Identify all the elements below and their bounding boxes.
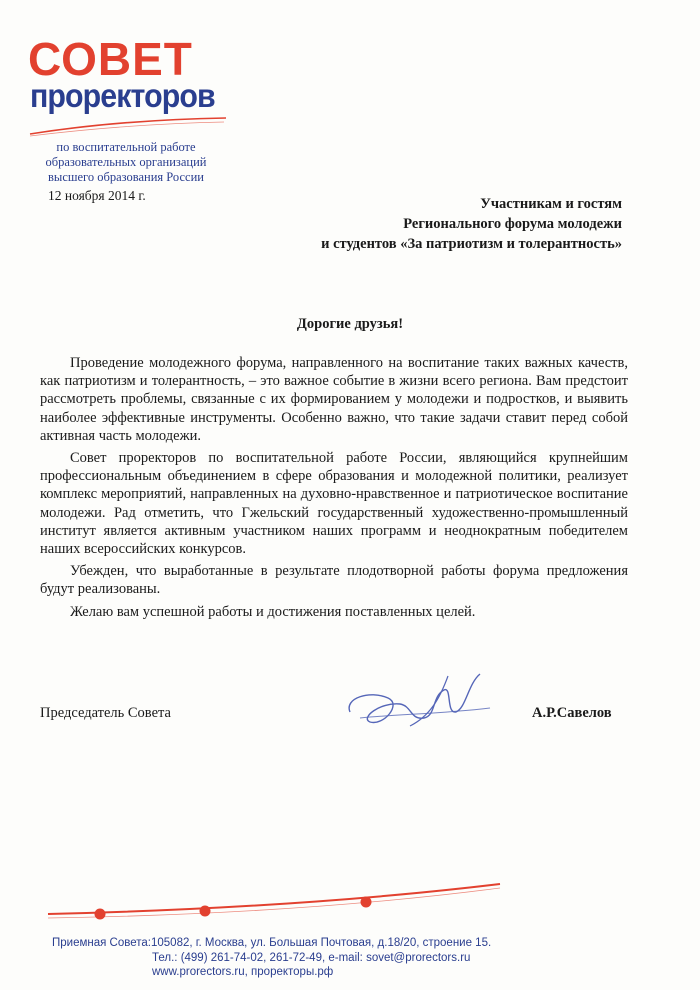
addressee-line: Регионального форума молодежи [403, 216, 622, 232]
addressee-line: Участникам и гостям [480, 196, 622, 212]
greeting: Дорогие друзья! [296, 316, 404, 332]
paragraph: Проведение молодежного форума, направленного на воспитание таких важных качеств, как патриотизм и толерантность, – это важное событие в жизни всего региона. Вам предстоит рассмотреть проблемы, связанные с их формированием у молодежи и подростков, и выявить наиболее эффективные инструменты. Особенно важно, что такие задачи ставит перед собой активная часть молодежи. [40, 355, 628, 444]
signatory-title: Председатель Совета [40, 705, 171, 721]
logo-title: СОВЕТ [28, 33, 193, 85]
letter-body [40, 354, 628, 625]
paragraph: Совет проректоров по воспитательной работе России, являющийся крупнейшим профессиональным объединением в сфере образования и молодежной политики, реализует комплекс мероприятий, направленных на духовно-нравственное и патриотическое воспитание молодежи. Рад отметить, что Гжельский государственный художественно-промышленный институт является активным участником наших программ и неоднократным победителем наших всероссийских конкурсов. [40, 450, 628, 558]
footer-address: Приемная Совета:105082, г. Москва, ул. Большая Почтовая, д.18/20, строение 15. [52, 937, 492, 949]
logo-swoosh-icon [28, 114, 228, 138]
paragraph: Убежден, что выработанные в результате плодотворной работы форума предложения будут реализованы. [40, 563, 628, 598]
logo-line: образовательных организаций [45, 155, 207, 169]
addressee-block [202, 194, 622, 254]
council-logo [28, 34, 228, 184]
logo-line: по воспитательной работе [56, 140, 196, 154]
paragraph: Желаю вам успешной работы и достижения поставленных целей. [70, 603, 476, 620]
letter-date: 12 ноября 2014 г. [48, 188, 146, 203]
addressee-line: и студентов «За патриотизм и толерантность» [321, 236, 622, 252]
handwritten-signature-icon [340, 668, 500, 738]
logo-line: высшего образования России [48, 170, 204, 184]
logo-subtitle: проректоров [30, 77, 215, 114]
logo-description [28, 140, 224, 185]
footer-contacts [48, 936, 528, 980]
signatory-name: А.Р.Савелов [532, 705, 612, 721]
footer-phone-email: Тел.: (499) 261-74-02, 261-72-49, e-mail: sovet@prorectors.ru [152, 951, 471, 964]
footer-swoosh-icon [0, 878, 700, 938]
footer-website: www.prorectors.ru, проректоры.рф [152, 966, 334, 978]
